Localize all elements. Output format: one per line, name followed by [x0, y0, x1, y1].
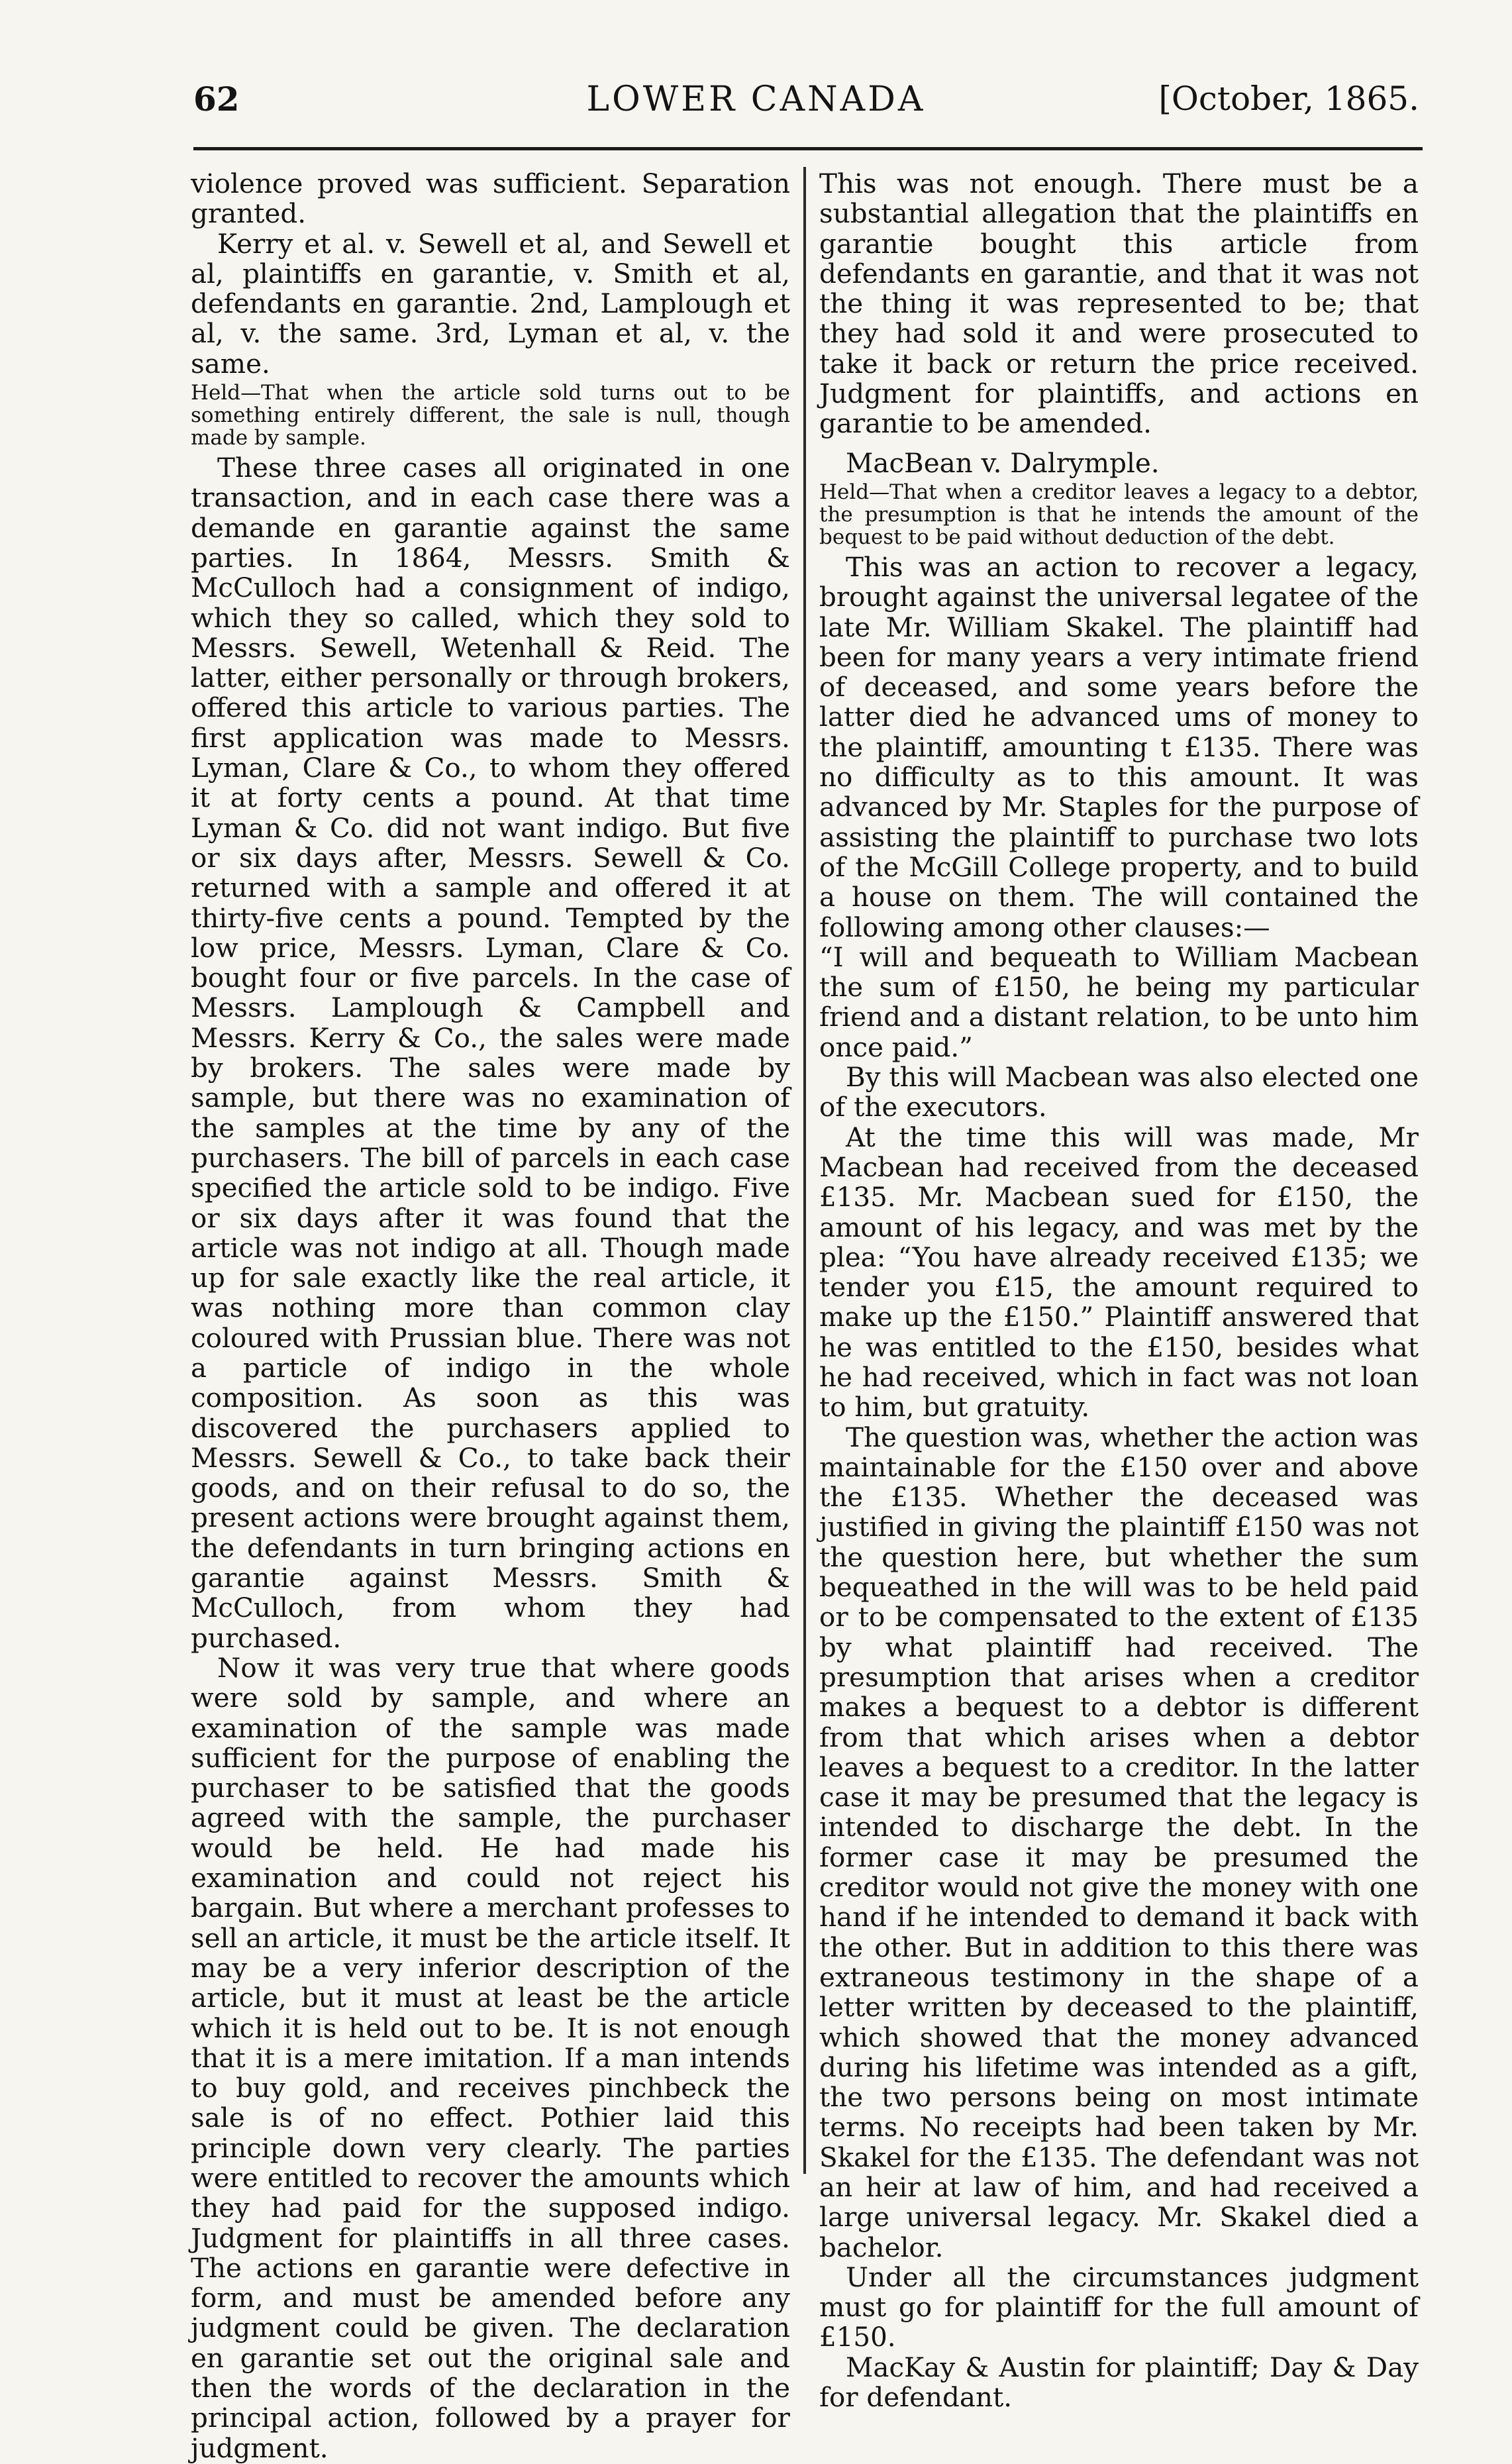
- case-title: Kerry et al. v. Sewell et al, and Sewell et al, plaintiffs en garantie, v. Smith et al, defendants en garantie. 2nd, Lamplough et al, v. the same. 3rd, Lyman et al, v. the same.: [191, 227, 790, 380]
- paragraph: violence proved was sufficient. Separation granted.: [191, 168, 790, 230]
- header-rule: [193, 147, 1423, 150]
- right-column: [819, 169, 1419, 2412]
- paragraph: The question was, whether the action was maintainable for the £150 over and above the £135. Whether the deceased was justified in giving the plaintiff £150 was not the question here, but whether the sum bequeathed in the will was to be held paid or to be compensated to the extent of £135 by what plaintiff had received. The presumption that arises when a creditor makes a bequest to a debtor is different from that which arises when a debtor leaves a bequest to a creditor. In the latter case it may be presumed that the legacy is intended to discharge the debt. In the former case it may be presumed the creditor would not give the money with one hand if he intended to demand it back with the other. But in addition to this there was extraneous testimony in the shape of a letter written by deceased to the plaintiff, which showed that the money advanced during his lifetime was intended as a gift, the two persons being on most intimate terms. No receipts had been taken by Mr. Skakel for the £135. The defendant was not an heir at law of him, and had received a large universal legacy. Mr. Skakel died a bachelor.: [819, 1421, 1419, 2263]
- paragraph: These three cases all originated in one transaction, and in each case there was a demande en garantie against the same parties. In 1864, Messrs. Smith & McCulloch had a consignment of indigo, which they so called, which they sold to Messrs. Sewell, Wetenhall & Reid. The latter, either personally or through brokers, offered this article to various parties. The first application was made to Messrs. Lyman, Clare & Co., to whom they offered it at forty cents a pound. At that time Lyman & Co. did not want indigo. But five or six days after, Messrs. Sewell & Co. returned with a sample and offered it at thirty-five cents a pound. Tempted by the low price, Messrs. Lyman, Clare & Co. bought four or five parcels. In the case of Messrs. Lamplough & Campbell and Messrs. Kerry & Co., the sales were made by brokers. The sales were made by sample, but there was no examination of the samples at the time by any of the purchasers. The bill of parcels in each case specified the article sold to be indigo. Five or six days after it was found that the article was not indigo at all. Though made up for sale exactly like the real article, it was nothing more than common clay coloured with Prussian blue. There was not a particle of indigo in the whole composition. As soon as this was discovered the purchasers applied to Messrs. Sewell & Co., to take back their goods, and on their refusal to do so, the present actions were brought against them, the defendants in turn bringing actions en garantie against Messrs. Smith & McCulloch, from whom they had purchased.: [191, 452, 790, 1654]
- held-note: Held—That when the article sold turns out to be something entirely different, the sale is null, though made by sample.: [191, 381, 790, 450]
- running-date: [October, 1865.: [1158, 79, 1419, 118]
- paragraph: Now it was very true that where goods were sold by sample, and where an examination of the sample was made sufficient for the purpose of enabling the purchaser to be satisfied that the goods agreed with the sample, the purchaser would be held. He had made his examination and could not reject his bargain. But where a merchant professes to sell an article, it must be the article itself. It may be a very inferior description of the article, but it must at least be the article which it is held out to be. It is not enough that it is a mere imitation. If a man intends to buy gold, and receives pinchbeck the sale is of no effect. Pothier laid this principle down very clearly. The parties were entitled to recover the amounts which they had paid for the supposed indigo. Judgment for plaintiffs in all three cases. The actions en garantie were defective in form, and must be amended before any judgment could be given. The declaration en garantie set out the original sale and then the words of the declaration in the principal action, followed by a prayer for judgment.: [191, 1651, 790, 2464]
- paragraph: Under all the circumstances judgment must go for plaintiff for the full amount of £150.: [819, 2261, 1419, 2353]
- column-divider: [803, 167, 806, 2174]
- page-header: [0, 79, 1512, 139]
- running-title: LOWER CANADA: [586, 79, 926, 119]
- page-number: 62: [193, 79, 240, 119]
- left-column: [191, 169, 790, 2463]
- counsel-line: MacKay & Austin for plaintiff; Day & Day for defendant.: [819, 2351, 1419, 2414]
- paragraph: At the time this will was made, Mr Macbean had received from the deceased £135. Mr. Macbean sued for £150, the amount of his legacy, and was met by the plea: “You have already received £135; we tender you £15, the amount required to make up the £150.” Plaintiff answered that he was entitled to the £150, besides what he had received, which in fact was not loan to him, but gratuity.: [819, 1121, 1419, 1423]
- held-note: Held—That when a creditor leaves a legacy to a debtor, the presumption is that he intends the amount of the bequest to be paid without deduction of the debt.: [819, 480, 1419, 549]
- case-title: MacBean v. Dalrymple.: [846, 446, 1160, 479]
- paragraph: This was not enough. There must be a substantial allegation that the plaintiffs en garantie bought this article from defendants en garantie, and that it was not the thing it was represented to be; that they had sold it and were prosecuted to take it back or return the price received. Judgment for plaintiffs, and actions en garantie to be amended.: [819, 168, 1419, 440]
- quoted-clause: “I will and bequeath to William Macbean the sum of £150, he being my particular friend and a distant relation, to be unto him once paid.”: [819, 941, 1419, 1063]
- paragraph: By this will Macbean was also elected one of the executors.: [819, 1061, 1419, 1123]
- paragraph: This was an action to recover a legacy, brought against the universal legatee of the late Mr. William Skakel. The plaintiff had been for many years a very intimate friend of deceased, and some years before the latter died he advanced ums of money to the plaintiff, amounting t £135. There was no difficulty as to this amount. It was advanced by Mr. Staples for the purpose of assisting the plaintiff to purchase two lots of the McGill College property, and to build a house on them. The will contained the following among other clauses:—: [819, 550, 1419, 943]
